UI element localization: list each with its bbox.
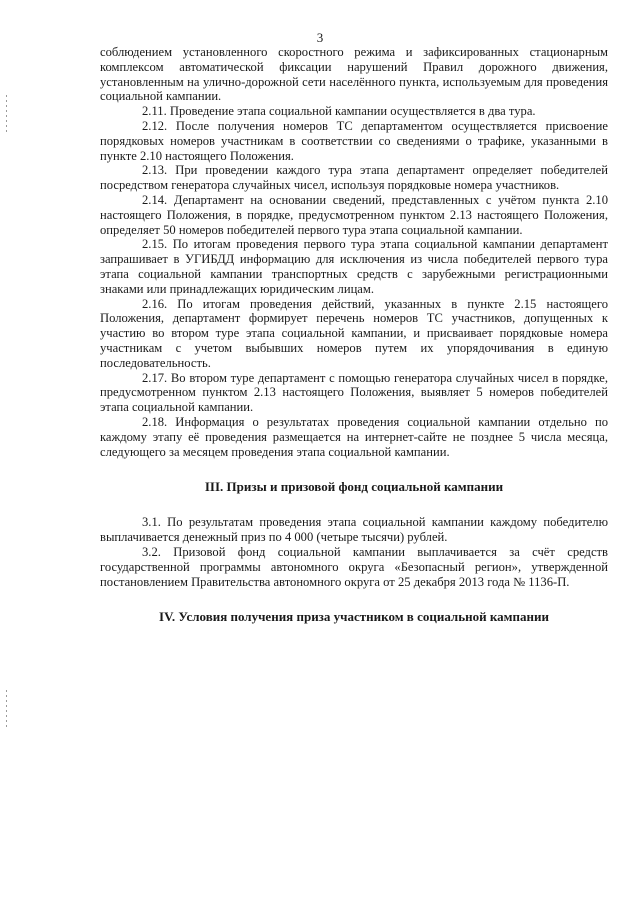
section-heading-3: III. Призы и призовой фонд социальной кампании [204,479,504,495]
paragraph: 2.13. При проведении каждого тура этапа департамент определяет победителей посредством генератора случайных чисел, используя порядковые номера участников. [100,163,608,193]
paragraph: 2.14. Департамент на основании сведений, представленных с учётом пункта 2.10 настоящего Положения, в порядке, предусмотренном пунктом 2.13 настоящего Положения, определяет 50 номеров победителей первого тура этапа социальной кампании. [100,192,608,237]
section-heading-4: IV. Условия получения приза участником в социальной кампании [159,609,549,625]
paragraph: соблюдением установленного скоростного режима и зафиксированных стационарным комплексом автоматической фиксации нарушений Правил дорожного движения, установленным на улично-дорожной сети населённого пункта, используемым для проведения социальной кампании. [100,45,608,104]
document-body [100,45,608,645]
paragraph: 2.16. По итогам проведения действий, указанных в пункте 2.15 настоящего Положения, департамент формирует перечень номеров ТС участников, допущенных к участию во втором туре этапа социальной кампании, и присваивает порядковые номера участникам с учетом выбывших номеров путем их упорядочивания в единую последовательность. [100,296,608,370]
paragraph: 2.11. Проведение этапа социальной кампании осуществляется в два тура. [142,104,536,119]
paragraph: 2.18. Информация о результатах проведения социальной кампании отдельно по каждому этапу её проведения размещается на интернет-сайте не позднее 5 числа месяца, следующего за месяцем проведения этапа социальной кампании. [100,414,608,459]
paragraph: 2.15. По итогам проведения первого тура этапа социальной кампании департамент запрашивает в УГИБДД информацию для исключения из числа победителей первого тура этапа социальной кампании транспортных средств с зарубежными регистрационными знаками или принадлежащих юридическим лицам. [100,237,608,296]
paragraph: 3.2. Призовой фонд социальной кампании выплачивается за счёт средств государственной программы автономного округа «Безопасный регион», утвержденной постановлением Правительства автономного округа от 25 декабря 2013 года № 1136-П. [100,544,608,589]
page-number: 3 [316,30,324,45]
paragraph: 2.12. После получения номеров ТС департаментом осуществляется присвоение порядковых номеров участникам в соответствии со сведениями о трафике, указанными в пункте 2.10 настоящего Положения. [100,118,608,163]
paragraph: 3.1. По результатам проведения этапа социальной кампании каждому победителю выплачивается денежный приз по 4 000 (четыре тысячи) рублей. [100,515,608,545]
paragraph: 2.17. Во втором туре департамент с помощью генератора случайных чисел в порядке, предусмотренном пунктом 2.13 настоящего Положения, выявляет 5 номеров победителей этапа социальной кампании. [100,370,608,415]
margin-binding-marks [6,690,8,730]
paragraph-group-section3 [100,515,608,589]
paragraph-group-section2 [100,45,608,459]
margin-binding-marks [6,95,8,135]
